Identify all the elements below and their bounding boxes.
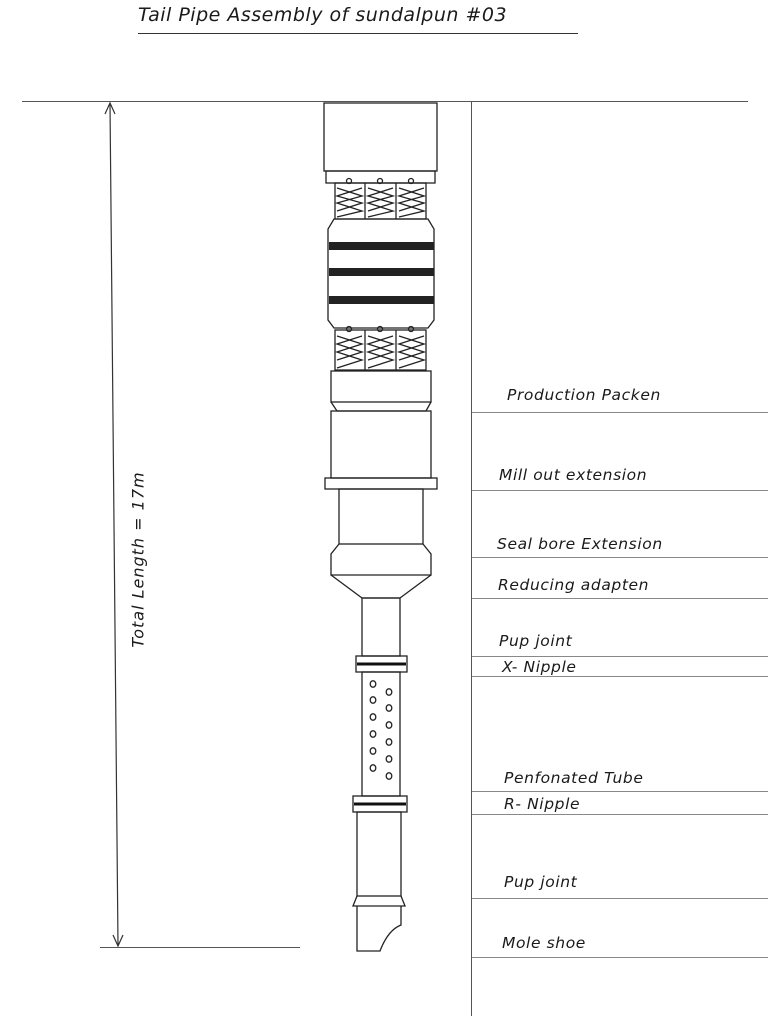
mill-out-flange [325, 478, 437, 489]
seal-bore-extension-body [331, 544, 431, 575]
label-x-nipple: X- Nipple [502, 658, 577, 676]
diagram-title: Tail Pipe Assembly of sundalpun #03 [138, 4, 508, 26]
label-seal-bore-extension: Seal bore Extension [497, 535, 663, 553]
upper-pup-joint [362, 598, 400, 656]
upper-slips [335, 179, 426, 220]
reducing-adapter-body [331, 575, 431, 598]
leader-mule-shoe [472, 957, 768, 958]
label-pup-joint-lower: Pup joint [504, 873, 578, 891]
label-reducing-adapter: Reducing adapten [498, 576, 650, 594]
leader-pup-joint-upper [472, 656, 768, 657]
label-mill-out-extension: Mill out extension [499, 466, 648, 484]
leader-x-nipple [472, 676, 768, 677]
packer-lower-sub [331, 371, 431, 402]
label-production-packer: Production Packen [507, 386, 661, 404]
leader-r-nipple [472, 814, 768, 815]
mule-shoe-body [357, 906, 401, 951]
leader-perforated-tube [472, 791, 768, 792]
lower-slips [335, 327, 426, 371]
mill-out-extension-body [339, 489, 423, 544]
perforation-holes [370, 681, 392, 779]
label-perforated-tube: Penfonated Tube [504, 769, 644, 787]
mule-shoe-collar [353, 896, 405, 906]
leader-mill-out-extension [472, 490, 768, 491]
packer-taper [331, 402, 431, 411]
perforated-tube-body [362, 672, 400, 796]
leader-pup-joint-lower [472, 898, 768, 899]
total-length-dimension-arrow [105, 103, 123, 946]
leader-seal-bore-extension [472, 557, 768, 558]
label-mule-shoe: Mole shoe [502, 934, 586, 952]
label-r-nipple: R- Nipple [504, 795, 581, 813]
label-pup-joint-upper: Pup joint [499, 632, 573, 650]
total-length-label: Total Length = 17m [128, 471, 148, 648]
leader-reducing-adapter [472, 598, 768, 599]
packer-top-ring [326, 171, 435, 183]
lower-pup-joint [357, 812, 401, 896]
packing-element-bands [329, 242, 434, 304]
leader-production-packer [472, 412, 768, 413]
packer-bottom-body [331, 411, 431, 478]
packer-top-housing [324, 103, 437, 171]
